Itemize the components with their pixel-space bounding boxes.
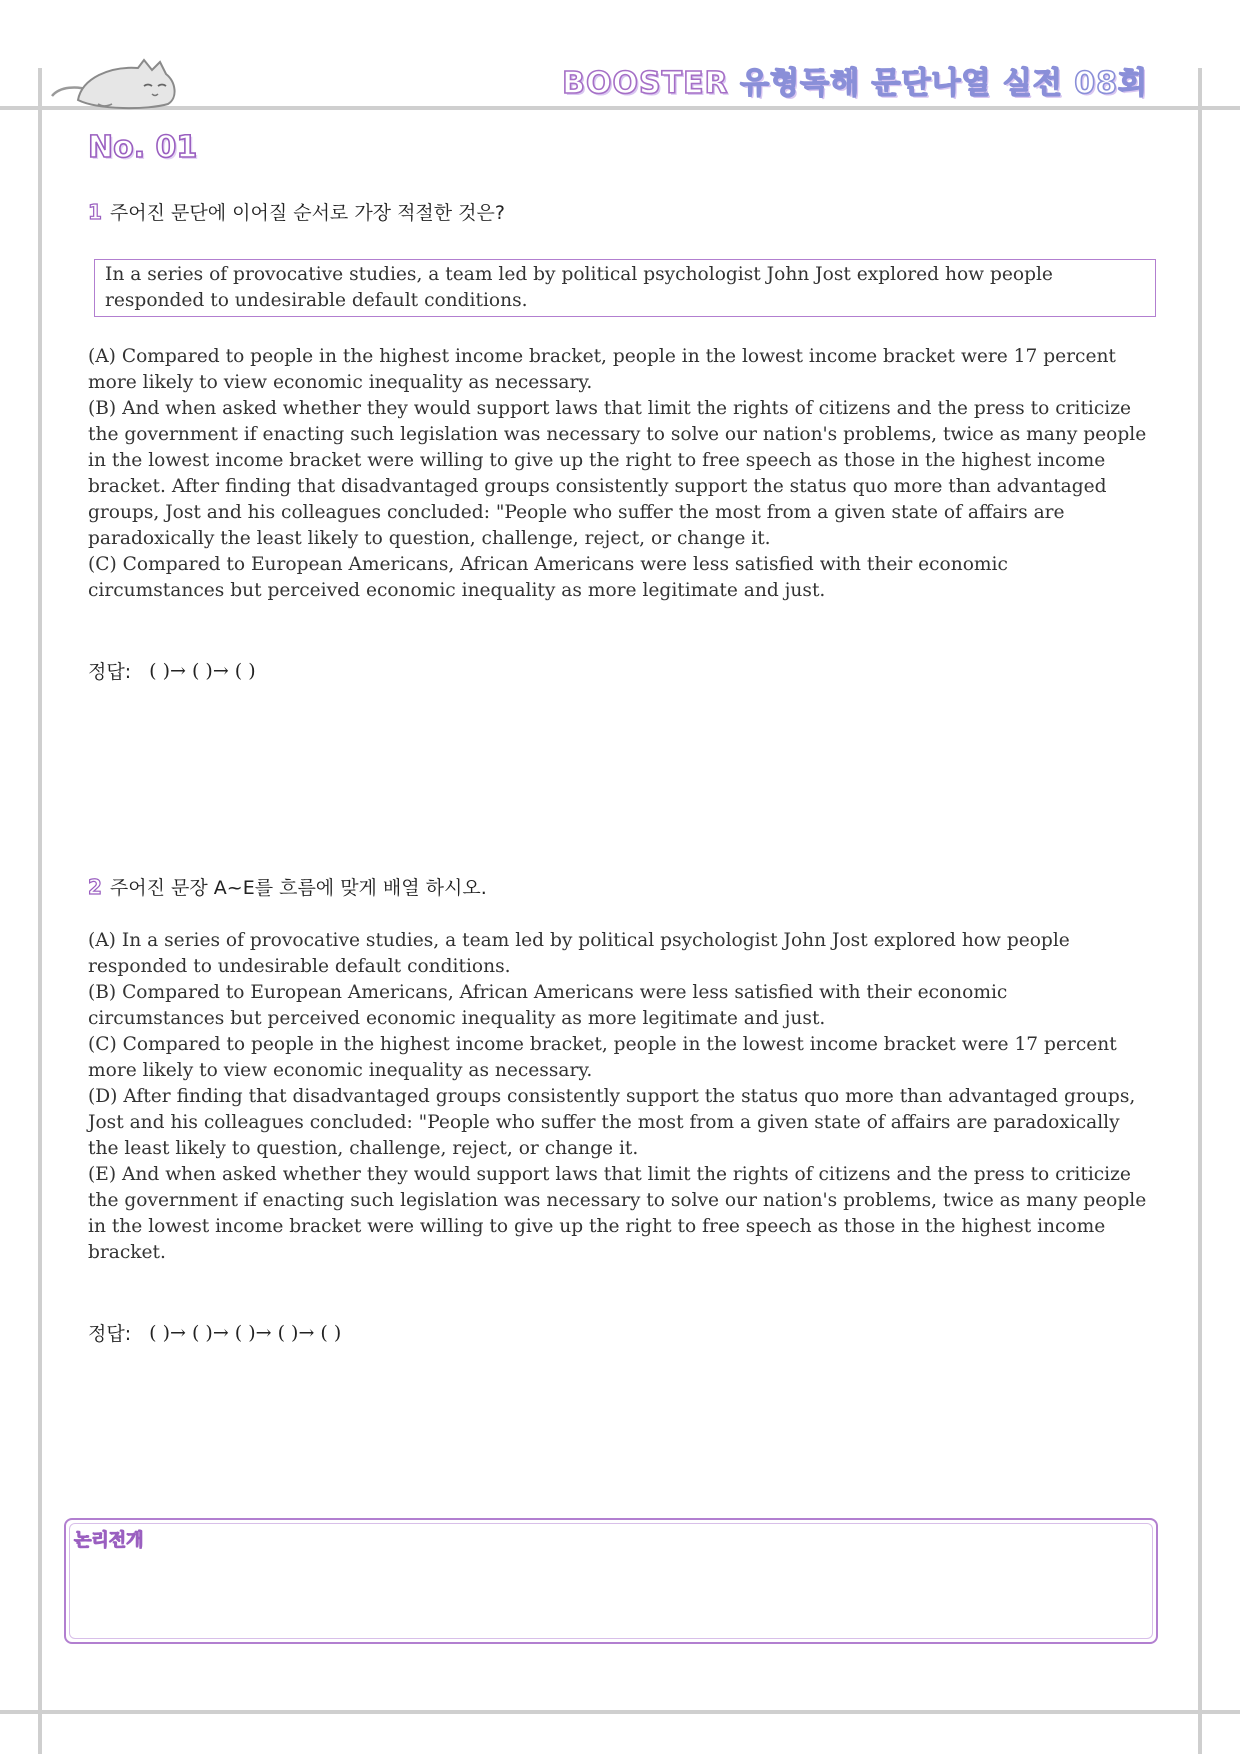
sleeping-cat-icon xyxy=(48,56,184,112)
header-rule xyxy=(0,106,1240,110)
left-margin-rule xyxy=(38,68,42,1754)
right-margin-rule xyxy=(1198,68,1202,1754)
q2-sentence-d: (D) After finding that disadvantaged groups consistently support the status quo more than advantaged groups, Jost and his colleagues concluded: "People who suffer the most from a given state of affairs are paradoxically the least likely to question, challenge, reject, or change it. xyxy=(88,1086,1136,1159)
q2-sentence-c: (C) Compared to people in the highest income bracket, people in the lowest income bracket were 17 percent more likely to view economic inequality as necessary. xyxy=(88,1034,1117,1081)
answer-label: 정답: xyxy=(88,1323,132,1345)
title-series: 유형독해 문단나열 실전 08회 xyxy=(740,66,1148,101)
given-paragraph-box: In a series of provocative studies, a team led by political psychologist John Jost explored how people responded to undesirable default conditions. xyxy=(94,259,1156,317)
section-number: No. 01 xyxy=(88,130,198,165)
answer-label: 정답: xyxy=(88,661,132,683)
answer-slots[interactable]: ( )→ ( )→ ( )→ ( )→ ( ) xyxy=(149,1321,342,1344)
title-brand: BOOSTER xyxy=(562,66,729,101)
logic-notes-label: 논리전개 xyxy=(74,1530,144,1551)
question-1-number: 1 xyxy=(88,199,102,224)
q1-paragraph-c: (C) Compared to European Americans, African Americans were less satisfied with their economic circumstances but perceived economic inequality as more legitimate and just. xyxy=(88,554,1008,601)
logic-notes-box[interactable] xyxy=(64,1518,1158,1644)
q1-paragraph-a: (A) Compared to people in the highest income bracket, people in the lowest income bracket were 17 percent more likely to view economic inequality as necessary. xyxy=(88,346,1116,393)
question-2-prompt: 주어진 문장 A~E를 흐름에 맞게 배열 하시오. xyxy=(109,877,487,899)
question-2-number: 2 xyxy=(88,874,102,899)
footer-rule xyxy=(0,1710,1240,1714)
question-1-prompt: 주어진 문단에 이어질 순서로 가장 적절한 것은? xyxy=(109,202,505,224)
question-2-answer-row xyxy=(88,1319,341,1346)
q2-sentence-b: (B) Compared to European Americans, African Americans were less satisfied with their economic circumstances but perceived economic inequality as more legitimate and just. xyxy=(88,982,1008,1029)
q2-sentence-a: (A) In a series of provocative studies, a team led by political psychologist John Jost explored how people responded to undesirable default conditions. xyxy=(88,930,1070,977)
q2-sentence-e: (E) And when asked whether they would support laws that limit the rights of citizens and the press to criticize the government if enacting such legislation was necessary to solve our nation's problems, twice as many people in the lowest income bracket were willing to give up the right to free speech as those in the highest income bracket. xyxy=(88,1164,1147,1263)
q1-paragraph-b: (B) And when asked whether they would support laws that limit the rights of citizens and the press to criticize the government if enacting such legislation was necessary to solve our nation's problems, twice as many people in the lowest income bracket were willing to give up the right to free speech as those in the highest income bracket. After finding that disadvantaged groups consistently support the status quo more than advantaged groups, Jost and his colleagues concluded: "People who suffer the most from a given state of affairs are paradoxically the least likely to question, challenge, reject, or change it. xyxy=(88,398,1147,549)
question-1-answer-row xyxy=(88,657,256,684)
question-1-title xyxy=(88,198,505,225)
question-2-passage xyxy=(88,928,1148,1266)
answer-slots[interactable]: ( )→ ( )→ ( ) xyxy=(149,659,256,682)
question-2-title xyxy=(88,873,487,900)
question-1-passage xyxy=(88,344,1148,604)
worksheet-title xyxy=(562,58,1148,102)
